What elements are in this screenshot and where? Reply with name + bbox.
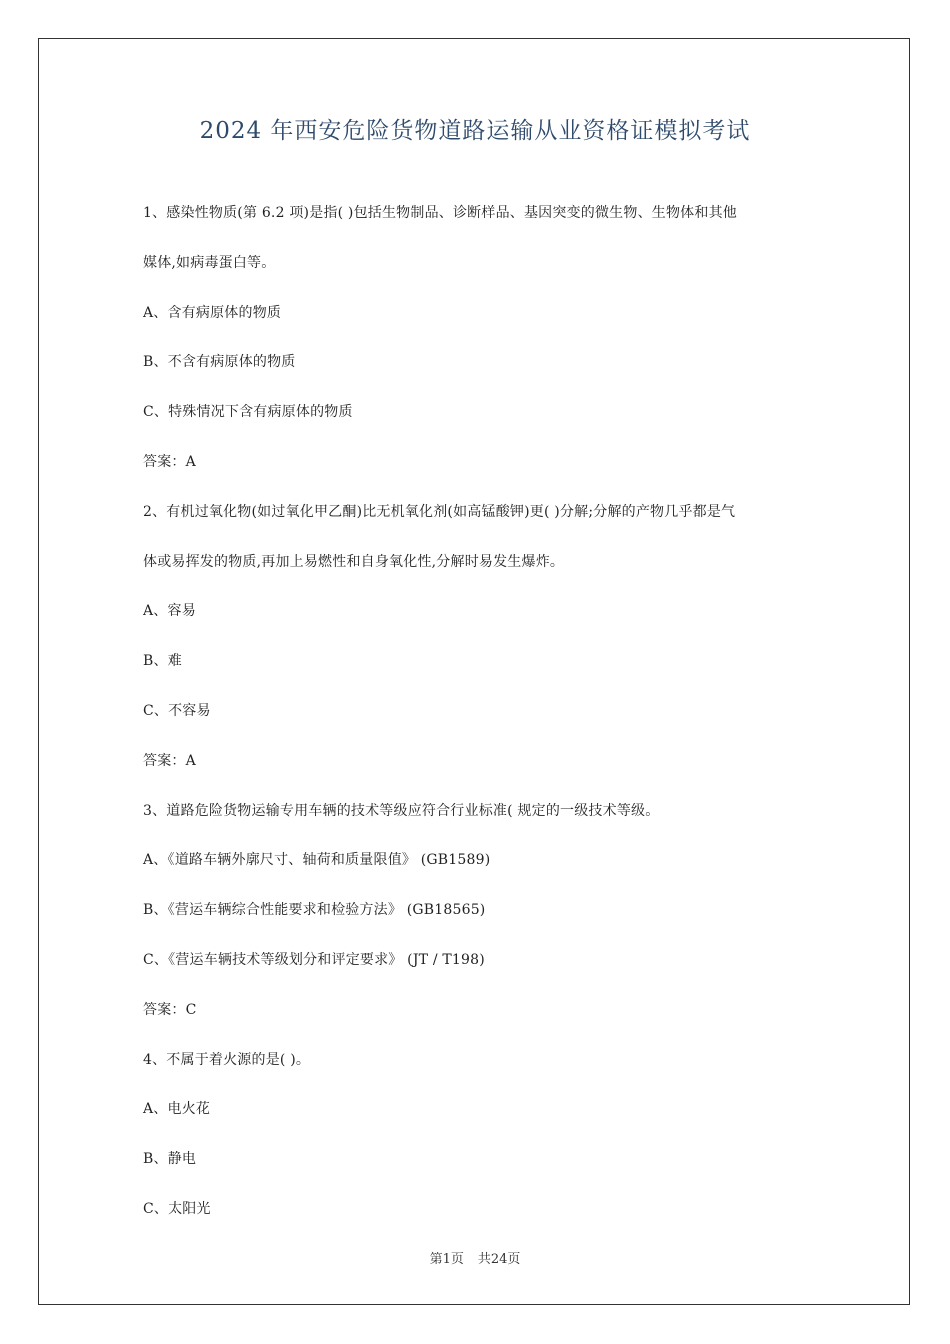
answer-line: 答案：A [143,453,196,470]
text-line: 体或易挥发的物质,再加上易燃性和自身氧化性,分解时易发生爆炸。 [143,553,565,570]
page-number: 第1页 [429,1252,464,1267]
document-body [143,200,813,1246]
document-title: 2024 年西安危险货物道路运输从业资格证模拟考试 [199,118,751,144]
page-total: 共24页 [477,1252,521,1267]
text-line: 2、有机过氧化物(如过氧化甲乙酮)比无机氧化剂(如高锰酸钾)更( )分解;分解的产物几乎都是气 [143,503,736,520]
option-line: A、《道路车辆外廓尺寸、轴荷和质量限值》 (GB1589) [143,852,491,869]
text-line: 1、感染性物质(第 6.2 项)是指( )包括生物制品、诊断样品、基因突变的微生物、生物体和其他 [143,205,737,221]
option-line: C、特殊情况下含有病原体的物质 [143,404,353,421]
option-line: A、含有病原体的物质 [143,304,282,321]
option-line: B、难 [143,653,182,670]
option-line: B、不含有病原体的物质 [143,354,296,371]
option-line: B、静电 [143,1151,197,1168]
text-line: 媒体,如病毒蛋白等。 [143,254,276,271]
answer-line: 答案：A [143,752,196,769]
page-footer [0,1248,950,1267]
text-line: 4、不属于着火源的是( )。 [143,1051,311,1068]
answer-line: 答案：C [143,1001,197,1018]
option-line: A、电火花 [143,1101,211,1118]
option-line: A、容易 [143,603,196,620]
text-line: 3、道路危险货物运输专用车辆的技术等级应符合行业标准( 规定的一级技术等级。 [143,802,660,819]
option-line: C、不容易 [143,702,211,719]
option-line: B、《营运车辆综合性能要求和检验方法》 (GB18565) [143,902,486,919]
option-line: C、太阳光 [143,1200,211,1217]
option-line: C、《营运车辆技术等级划分和评定要求》 (JT / T198) [143,951,485,968]
